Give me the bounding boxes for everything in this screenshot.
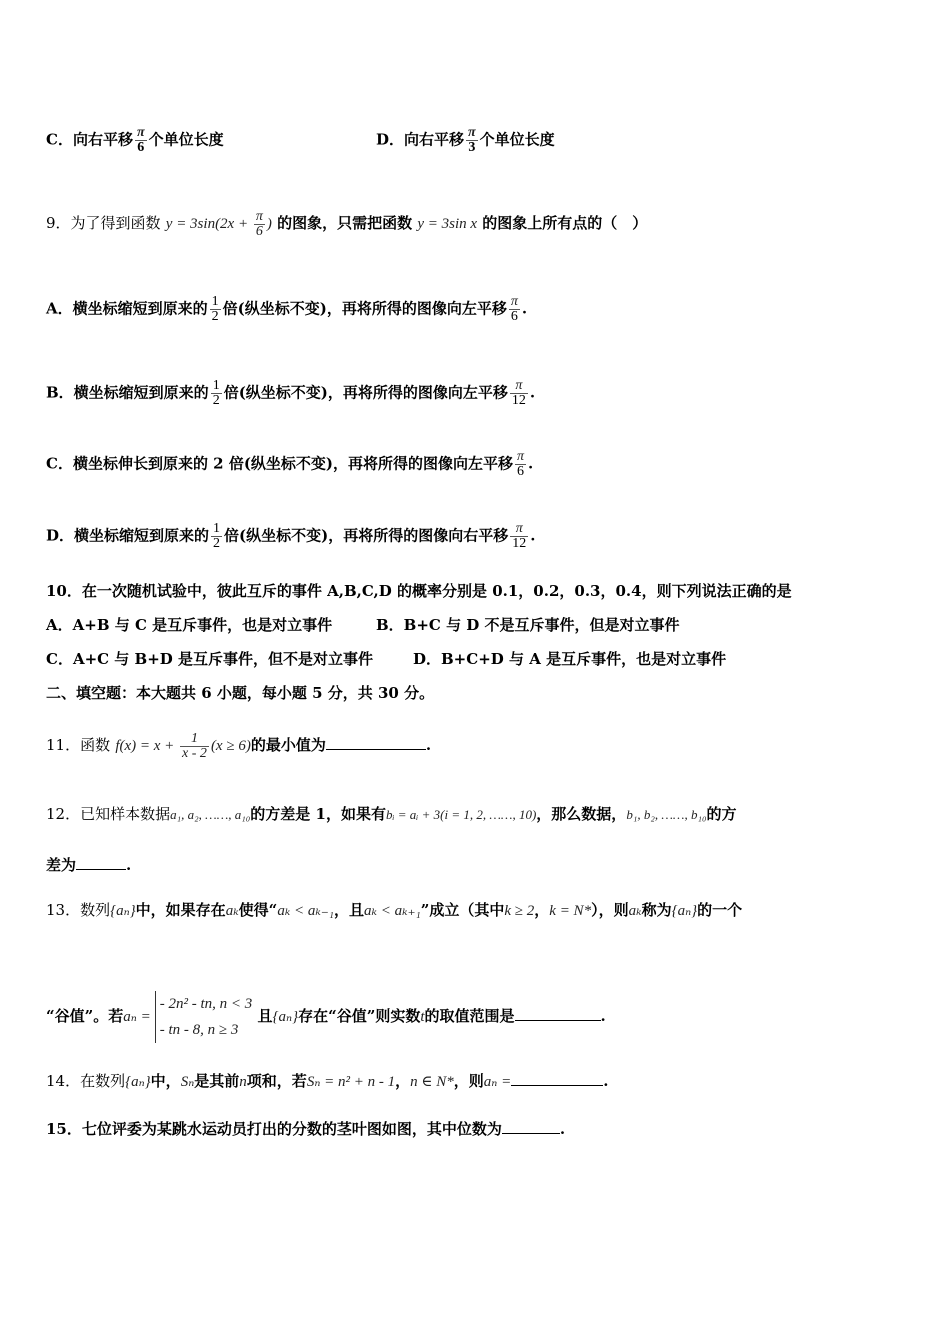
q13: 13．数列{aₙ}中，如果存在aₖ使得“aₖ < aₖ₋₁，且aₖ < aₖ₊₁”成立（其中k ≥ 2，k = N*），则aₖ称为{aₙ}的一个 (46, 901, 743, 919)
answer-blank[interactable] (502, 1119, 560, 1134)
answer-blank[interactable] (515, 1006, 601, 1021)
q12: 12．已知样本数据a₁, a₂, ……, a₁₀的方差是 1，如果有bᵢ = aᵢ + 3(i = 1, 2, ……, 10)，那么数据，b₁, b₂, ……, b₁₀的方 (46, 805, 737, 823)
q8-option-d: D．向右平移 $\frac{\pi}{3}$ 个单位长度 (376, 125, 555, 155)
q9-option-d: D．横坐标缩短到原来的 $\frac{1}{2}$ 倍(纵坐标不变)，再将所得的图像向右平移 $\frac{\pi}{12}$ . (46, 521, 536, 551)
q10-option-d: D．B+C+D 与 A 是互斥事件，也是对立事件 (413, 650, 727, 668)
q8-c-fraction: $\frac{\pi}{6}$ (136, 125, 145, 155)
q9-option-b: B．横坐标缩短到原来的 $\frac{1}{2}$ 倍(纵坐标不变)，再将所得的图像向左平移 $\frac{\pi}{12}$ . (46, 378, 536, 408)
q13-continued: “谷值”。若aₙ = - 2n² - tn, n < 3 - tn - 8, n ≥ 3 且{aₙ}存在“谷值”则实数t的取值范围是 . (46, 990, 606, 1043)
q10-option-a: A．A+B 与 C 是互斥事件，也是对立事件 (46, 616, 333, 634)
q9-function-2: y = 3sin x (417, 215, 478, 232)
q9-option-a: A．横坐标缩短到原来的 $\frac{1}{2}$ 倍(纵坐标不变)，再将所得的图像向左平移 $\frac{\pi}{6}$ . (46, 294, 528, 324)
q8-d-fraction: $\frac{\pi}{3}$ (468, 125, 476, 155)
section-heading: 二、填空题：本大题共 6 小题，每小题 5 分，共 30 分。 (46, 684, 435, 702)
q8-option-c: C．向右平移 $\frac{\pi}{6}$ 个单位长度 (46, 125, 224, 155)
q9-stem: 9．为了得到函数 y = 3sin(2x + $\frac{\pi}{6}$ ) 的图象，只需把函数 y = 3sin x 的图象上所有点的（ ） (46, 209, 648, 239)
piecewise-function: - 2n² - tn, n < 3 - tn - 8, n ≥ 3 (155, 991, 253, 1043)
q14: 14．在数列{aₙ}中，Sₙ是其前n项和，若Sₙ = n² + n - 1，n ∈ N*，则aₙ = . (46, 1072, 609, 1090)
q10-option-b: B．B+C 与 D 不是互斥事件，但是对立事件 (376, 616, 680, 634)
q9-function-1: y = 3sin(2x + $\frac{\pi}{6}$ ) (165, 209, 272, 239)
q12-continued: 差为 . (46, 856, 132, 874)
q11: 11．函数 f(x) = x + $\frac{1}{x - 2}$ (x ≥ 6)的最小值为 . (46, 731, 432, 761)
answer-blank[interactable] (511, 1071, 603, 1086)
q10-stem: 10．在一次随机试验中，彼此互斥的事件 A,B,C,D 的概率分别是 0.1，0.2，0.3，0.4，则下列说法正确的是 (46, 582, 792, 600)
q11-function: f(x) = x + $\frac{1}{x - 2}$ (x ≥ 6) (115, 731, 251, 761)
q15: 15．七位评委为某跳水运动员打出的分数的茎叶图如图，其中位数为 . (46, 1120, 566, 1138)
answer-blank[interactable] (76, 855, 126, 870)
q10-option-c: C．A+C 与 B+D 是互斥事件，但不是对立事件 (46, 650, 374, 668)
answer-blank[interactable] (326, 735, 426, 750)
q9-option-c: C．横坐标伸长到原来的 2 倍(纵坐标不变)，再将所得的图像向左平移 $\frac{\pi}{6}$ . (46, 449, 534, 479)
